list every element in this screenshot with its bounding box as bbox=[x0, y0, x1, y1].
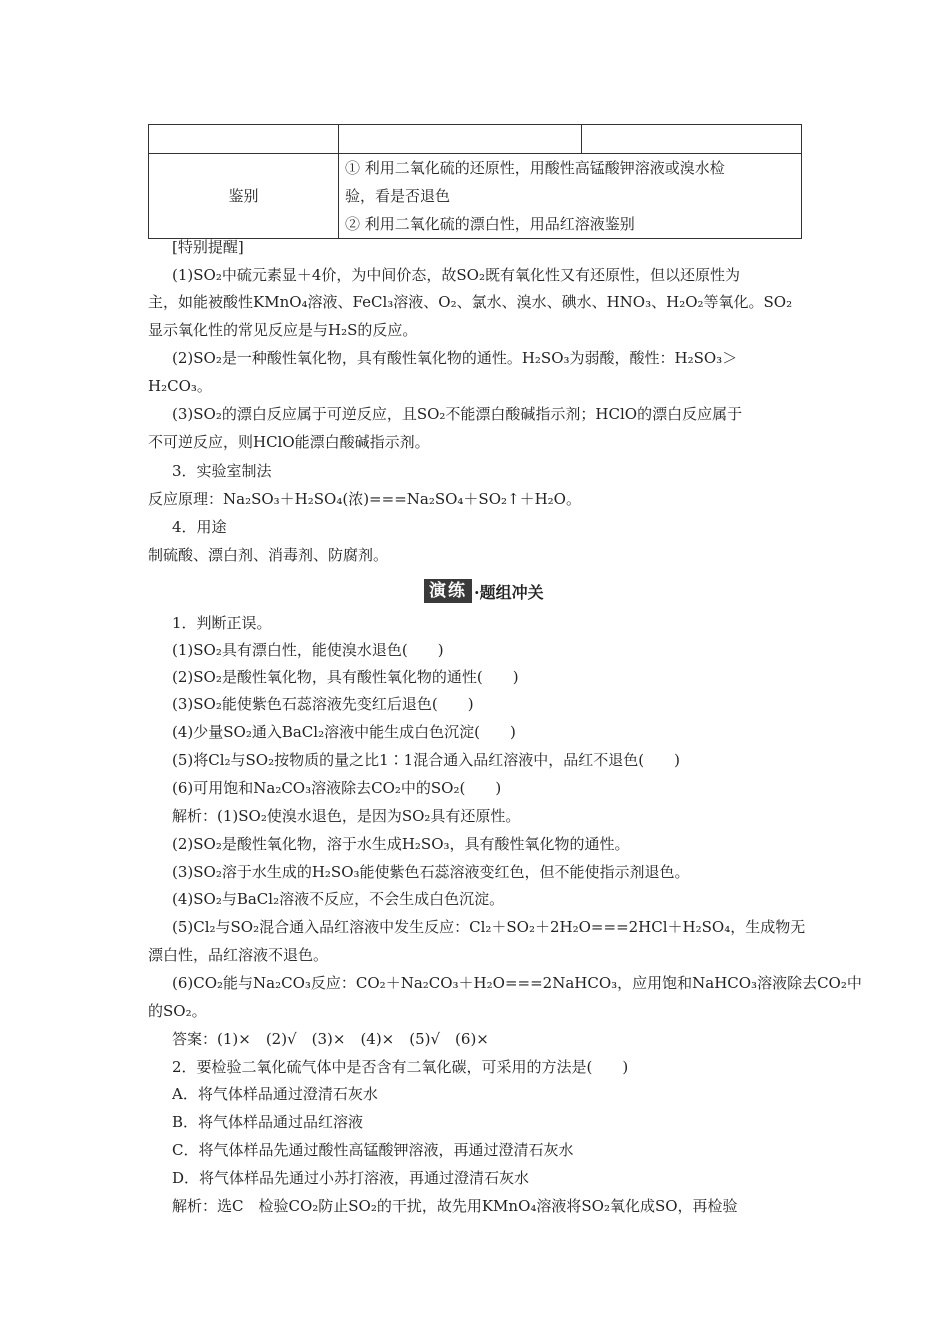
question-item: (2)SO₂是酸性氧化物，具有酸性氧化物的通性( ) bbox=[172, 668, 519, 686]
table-row bbox=[149, 125, 802, 154]
question-item: (4)少量SO₂通入BaCl₂溶液中能生成白色沉淀( ) bbox=[172, 723, 516, 741]
paragraph: 不可逆反应，则HClO能漂白酸碱指示剂。 bbox=[148, 433, 430, 451]
question-item: (3)SO₂能使紫色石蕊溶液先变红后退色( ) bbox=[172, 695, 474, 713]
analysis-line: (6)CO₂能与Na₂CO₃反应：CO₂＋Na₂CO₃＋H₂O===2NaHCO₃，应用饱和NaHCO₃溶液除去CO₂中 bbox=[172, 974, 862, 992]
analysis-line: (2)SO₂是酸性氧化物，溶于水生成H₂SO₃，具有酸性氧化物的通性。 bbox=[172, 835, 630, 853]
option-c: C．将气体样品先通过酸性高锰酸钾溶液，再通过澄清石灰水 bbox=[172, 1141, 574, 1159]
table-label-cell: 鉴别 bbox=[149, 154, 339, 239]
analysis-line: (3)SO₂溶于水生成的H₂SO₃能使紫色石蕊溶液变红色，但不能使指示剂退色。 bbox=[172, 863, 690, 881]
option-b: B．将气体样品通过品红溶液 bbox=[172, 1113, 364, 1131]
analysis-line: 解析：(1)SO₂使溴水退色，是因为SO₂具有还原性。 bbox=[172, 807, 521, 825]
paragraph: (3)SO₂的漂白反应属于可逆反应，且SO₂不能漂白酸碱指示剂；HClO的漂白反应属于 bbox=[172, 405, 743, 423]
section-heading: 3．实验室制法 bbox=[172, 462, 272, 480]
question-stem: 1．判断正误。 bbox=[172, 614, 272, 632]
analysis-line: (5)Cl₂与SO₂混合通入品红溶液中发生反应：Cl₂＋SO₂＋2H₂O===2HCl＋H₂SO₄，生成物无 bbox=[172, 918, 806, 936]
analysis-line: 漂白性，品红溶液不退色。 bbox=[148, 946, 329, 964]
table-line: ① 利用二氧化硫的还原性，用酸性高锰酸钾溶液或溴水检 bbox=[345, 159, 725, 177]
reminder-heading: [特别提醒] bbox=[172, 238, 244, 256]
analysis-line: (4)SO₂与BaCl₂溶液不反应，不会生成白色沉淀。 bbox=[172, 890, 505, 908]
table-content-cell bbox=[339, 154, 802, 239]
table-line: 验，看是否退色 bbox=[345, 187, 451, 205]
paragraph: 主，如能被酸性KMnO₄溶液、FeCl₃溶液、O₂、氯水、溴水、碘水、HNO₃、H₂O₂等氧化。SO₂ bbox=[148, 293, 793, 311]
paragraph: H₂CO₃。 bbox=[148, 377, 212, 395]
option-d: D．将气体样品先通过小苏打溶液，再通过澄清石灰水 bbox=[172, 1169, 530, 1187]
paragraph: (2)SO₂是一种酸性氧化物，具有酸性氧化物的通性。H₂SO₃为弱酸，酸性：H₂SO₃＞ bbox=[172, 349, 738, 367]
practice-banner bbox=[424, 578, 544, 604]
question-item: (6)可用饱和Na₂CO₃溶液除去CO₂中的SO₂( ) bbox=[172, 779, 502, 797]
question-item: (5)将Cl₂与SO₂按物质的量之比1∶1混合通入品红溶液中，品红不退色( ) bbox=[172, 751, 680, 769]
paragraph: 反应原理：Na₂SO₃＋H₂SO₄(浓)===Na₂SO₄＋SO₂↑＋H₂O。 bbox=[148, 490, 581, 508]
banner-text: ·题组冲关 bbox=[474, 582, 544, 602]
paragraph: 显示氧化性的常见反应是与H₂S的反应。 bbox=[148, 321, 418, 339]
paragraph: 制硫酸、漂白剂、消毒剂、防腐剂。 bbox=[148, 546, 389, 564]
table-row bbox=[149, 154, 802, 239]
option-a: A．将气体样品通过澄清石灰水 bbox=[172, 1085, 378, 1103]
analysis-line: 的SO₂。 bbox=[148, 1002, 207, 1020]
section-heading: 4．用途 bbox=[172, 518, 227, 536]
banner-box: 演练 bbox=[424, 579, 472, 603]
question-stem: 2．要检验二氧化硫气体中是否含有二氧化碳，可采用的方法是( ) bbox=[172, 1058, 629, 1076]
paragraph: (1)SO₂中硫元素显＋4价，为中间价态，故SO₂既有氧化性又有还原性，但以还原性为 bbox=[172, 266, 740, 284]
answer-line: 答案：(1)× (2)√ (3)× (4)× (5)√ (6)× bbox=[172, 1030, 489, 1048]
question-item: (1)SO₂具有漂白性，能使溴水退色( ) bbox=[172, 641, 444, 659]
identification-table bbox=[148, 124, 802, 239]
table-line: ② 利用二氧化硫的漂白性，用品红溶液鉴别 bbox=[345, 215, 635, 233]
analysis-line: 解析：选C 检验CO₂防止SO₂的干扰，故先用KMnO₄溶液将SO₂氧化成SO，再检验 bbox=[172, 1197, 738, 1215]
